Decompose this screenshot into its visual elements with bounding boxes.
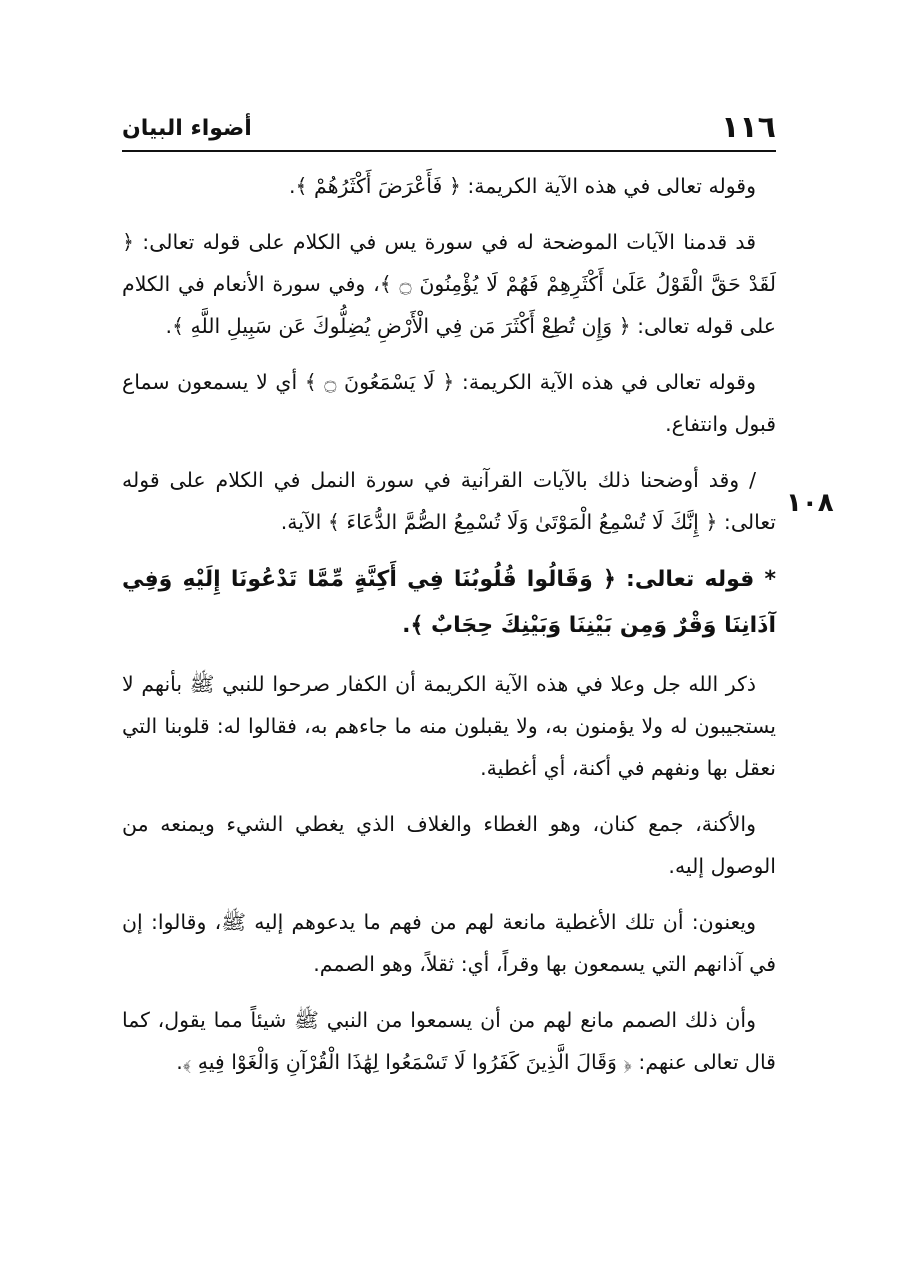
margin-reference-number: ١٠٨ — [786, 488, 834, 518]
paragraph: وأن ذلك الصمم مانع لهم من أن يسمعوا من النبي ﷺ شيئاً مما يقول، كما قال تعالى عنهم: ﴿ وَقَالَ الَّذِينَ كَفَرُوا لَا تَسْمَعُوا لِهَٰذَا الْقُرْآنِ وَالْغَوْا فِيهِ ﴾. — [122, 1008, 776, 1074]
paragraph: والأكنة، جمع كنان، وهو الغطاء والغلاف الذي يغطي الشيء ويمنعه من الوصول إليه. — [122, 812, 776, 878]
book-title: أضواء البيان — [122, 116, 252, 141]
page-number: ١١٦ — [721, 110, 776, 145]
page-body — [122, 165, 776, 1097]
verse-heading: * قوله تعالى: ﴿ وَقَالُوا قُلُوبُنَا فِي أَكِنَّةٍ مِّمَّا تَدْعُونَا إِلَيْهِ وَفِي آذَانِنَا وَقْرٌ وَمِن بَيْنِنَا وَبَيْنِكَ حِجَابٌ ﴾. — [122, 567, 776, 638]
paragraph: ذكر الله جل وعلا في هذه الآية الكريمة أن الكفار صرحوا للنبي ﷺ بأنهم لا يستجيبون له ولا يؤمنون به، ولا يقبلون منه ما جاءهم به، فقالوا له: قلوبنا التي نعقل بها ونفهم في أكنة، أي أغطية. — [122, 672, 776, 780]
paragraph: وقوله تعالى في هذه الآية الكريمة: ﴿ فَأَعْرَضَ أَكْثَرُهُمْ ﴾. — [289, 174, 756, 198]
page-header — [122, 108, 776, 152]
paragraph: وقوله تعالى في هذه الآية الكريمة: ﴿ لَا يَسْمَعُونَ ۝ ﴾ أي لا يسمعون سماع قبول وانتفاع. — [122, 370, 776, 436]
paragraph: ويعنون: أن تلك الأغطية مانعة لهم من فهم ما يدعوهم إليه ﷺ، وقالوا: إن في آذانهم التي يسمعون بها وقراً، أي: ثقلاً، وهو الصمم. — [122, 910, 776, 976]
paragraph: / وقد أوضحنا ذلك بالآيات القرآنية في سورة النمل في الكلام على قوله تعالى: ﴿ إِنَّكَ لَا تُسْمِعُ الْمَوْتَىٰ وَلَا تُسْمِعُ الصُّمَّ الدُّعَاءَ ﴾ الآية. — [122, 468, 776, 534]
paragraph: قد قدمنا الآيات الموضحة له في سورة يس في الكلام على قوله تعالى: ﴿ لَقَدْ حَقَّ الْقَوْلُ عَلَىٰ أَكْثَرِهِمْ فَهُمْ لَا يُؤْمِنُونَ ۝ ﴾، وفي سورة الأنعام في الكلام على قوله تعالى: ﴿ وَإِن تُطِعْ أَكْثَرَ مَن فِي الْأَرْضِ يُضِلُّوكَ عَن سَبِيلِ اللَّهِ ﴾. — [122, 230, 776, 338]
